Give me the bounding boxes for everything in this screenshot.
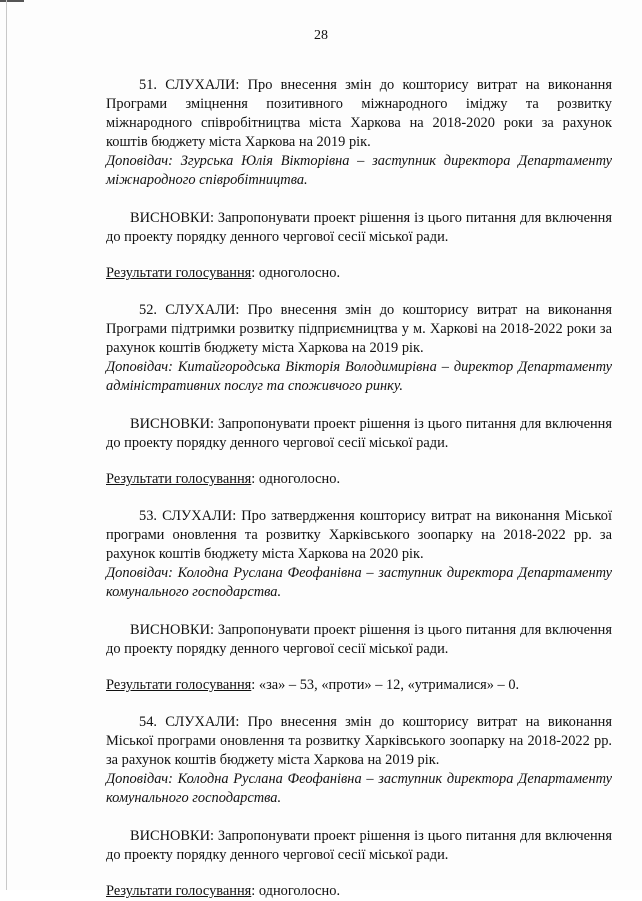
voting-results-label: Результати голосування [106,471,252,487]
speaker-text: Доповідач: Колодна Руслана Феофанівна – заступник директора Департаменту комунального господарства. [106,771,612,806]
voting-results [106,264,612,283]
conclusion-text: ВИСНОВКИ: Запропонувати проект рішення із цього питання для включення до проекту порядку денного чергової сесії міської ради. [106,210,612,245]
conclusion-text: ВИСНОВКИ: Запропонувати проект рішення із цього питання для включення до проекту порядку денного чергової сесії міської ради. [106,416,612,451]
minutes-content [106,76,612,901]
agenda-item-53 [106,507,612,695]
heard-text: 54. СЛУХАЛИ: Про внесення змін до кошторису витрат на виконання Міської програми оновлення та розвитку Харківського зоопарку на 2018-2022 рр. за рахунок коштів бюджету міста Харкова на 2019 рік. [106,714,612,768]
voting-results-label: Результати голосування [106,677,252,693]
voting-results-label: Результати голосування [106,883,252,899]
voting-results-value: : одноголосно. [251,471,341,487]
speaker-text: Доповідач: Згурська Юлія Вікторівна – заступник директора Департаменту міжнародного співробітництва. [106,153,612,188]
agenda-item-54 [106,713,612,901]
speaker-text: Доповідач: Китайгородська Вікторія Володимирівна – директор Департаменту адміністративних послуг та споживчого ринку. [106,359,612,394]
conclusion-text: ВИСНОВКИ: Запропонувати проект рішення із цього питання для включення до проекту порядку денного чергової сесії міської ради. [106,828,612,863]
conclusion-text: ВИСНОВКИ: Запропонувати проект рішення із цього питання для включення до проекту порядку денного чергової сесії міської ради. [106,622,612,657]
heard-text: 53. СЛУХАЛИ: Про затвердження кошторису витрат на виконання Міської програми оновлення та розвитку Харківського зоопарку на 2018-2022 рр. за рахунок коштів бюджету міста Харкова на 2020 рік. [106,508,612,562]
voting-results-value: : одноголосно. [251,883,341,899]
speaker-text: Доповідач: Колодна Руслана Феофанівна – заступник директора Департаменту комунального господарства. [106,565,612,600]
agenda-item-51 [106,76,612,283]
voting-results [106,470,612,489]
voting-results-value: : одноголосно. [251,265,341,281]
voting-results-label: Результати голосування [106,265,252,281]
voting-results [106,676,612,695]
heard-text: 51. СЛУХАЛИ: Про внесення змін до кошторису витрат на виконання Програми зміцнення позитивного міжнародного іміджу та розвитку міжнародного співробітництва міста Харкова на 2018-2020 роки за рахунок коштів бюджету міста Харкова на 2019 рік. [106,77,612,150]
heard-text: 52. СЛУХАЛИ: Про внесення змін до кошторису витрат на виконання Програми підтримки розвитку підприємництва у м. Харкові на 2018-2022 роки за рахунок коштів бюджету міста Харкова на 2019 рік. [106,302,612,356]
agenda-item-52 [106,301,612,489]
scan-mark [0,0,24,2]
page-number: 28 [314,28,328,43]
voting-results-value: : «за» – 53, «проти» – 12, «утрималися» – 0. [251,677,520,693]
voting-results [106,882,612,901]
page-edge [6,0,7,890]
